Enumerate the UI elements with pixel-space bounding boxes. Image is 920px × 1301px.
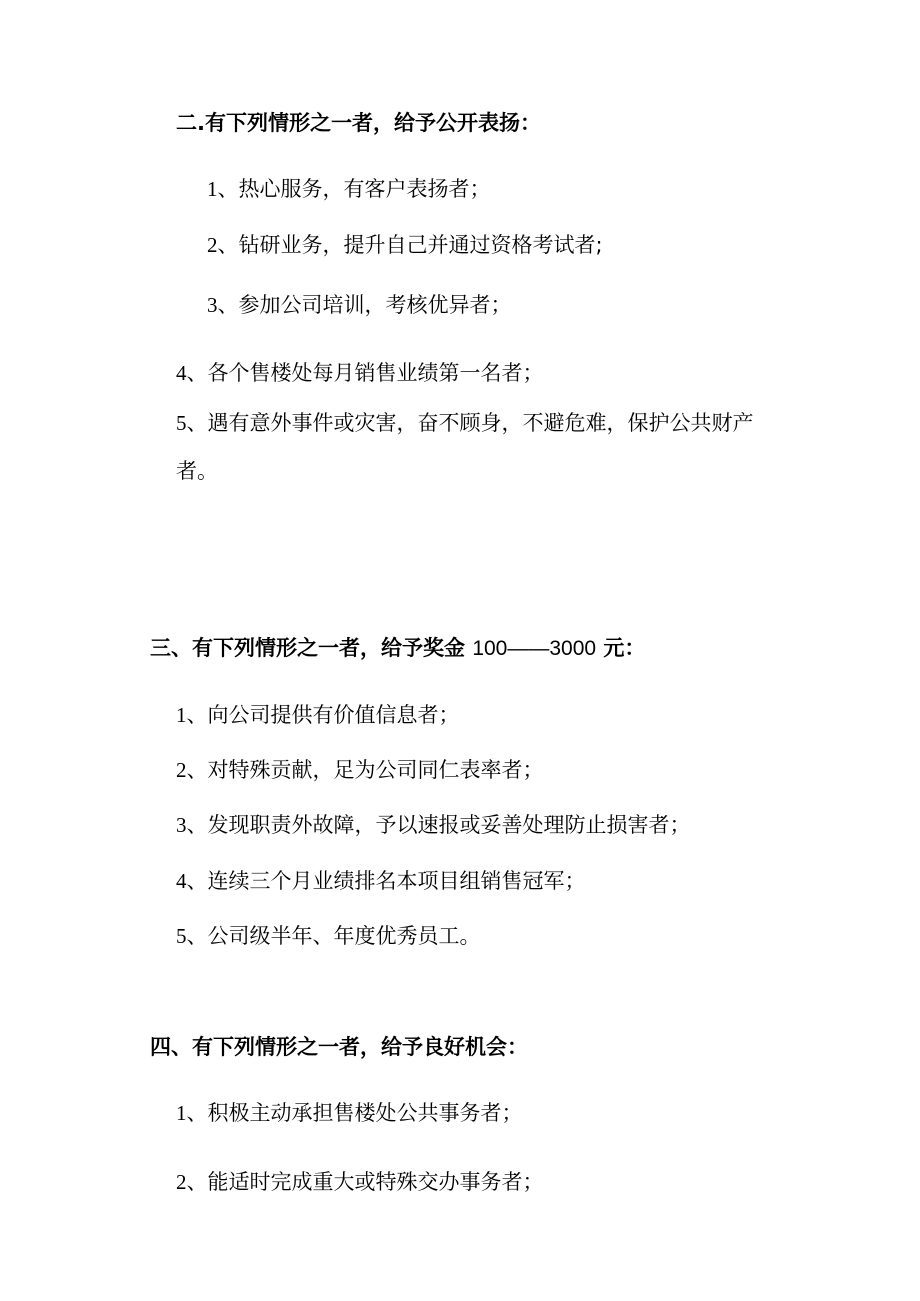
list-item <box>176 755 544 785</box>
item-text: 参加公司培训，考核优异者； <box>238 293 512 317</box>
item-number: 3、 <box>176 813 208 837</box>
item-number: 1、 <box>176 1101 208 1125</box>
item-number: 1、 <box>176 703 208 727</box>
item-number: 4、 <box>176 869 208 893</box>
list-item <box>176 1167 544 1197</box>
item-text: 向公司提供有价值信息者； <box>207 703 460 727</box>
item-text: 发现职责外故障，予以速报或妥善处理防止损害者； <box>207 813 691 837</box>
item-number: 2、 <box>176 758 208 782</box>
item-text: 遇有意外事件或灾害，奋不顾身，不避危难，保护公共财产 <box>207 411 754 435</box>
list-item <box>176 700 460 730</box>
section3-heading-amount: 100——3000 <box>472 637 597 660</box>
item-number: 5、 <box>176 411 208 435</box>
section3-heading-suffix: 元： <box>603 636 646 660</box>
list-item <box>176 921 481 951</box>
list-item <box>176 810 691 840</box>
item-text: 能适时完成重大或特殊交办事务者； <box>207 1170 544 1194</box>
item-text: 各个售楼处每月销售业绩第一名者； <box>207 361 544 385</box>
item-text: 积极主动承担售楼处公共事务者； <box>207 1101 523 1125</box>
item-text: 对特殊贡献，足为公司同仁表率者； <box>207 758 544 782</box>
list-item <box>176 1098 523 1128</box>
section3-heading-prefix: 三、有下列情形之一者，给予奖金 <box>150 636 465 660</box>
item-number: 1、 <box>207 177 239 201</box>
list-item <box>207 174 491 204</box>
section3-heading <box>150 633 645 664</box>
list-item <box>176 866 586 896</box>
section4-heading: 四、有下列情形之一者，给予良好机会： <box>150 1035 528 1059</box>
item-text: 连续三个月业绩排名本项目组销售冠军； <box>207 869 586 893</box>
item-number: 5、 <box>176 924 208 948</box>
item-text: 公司级半年、年度优秀员工。 <box>207 924 481 948</box>
item-text: 钻研业务，提升自己并通过资格考试者; <box>238 233 603 257</box>
list-item-continuation: 者。 <box>176 459 218 483</box>
item-number: 4、 <box>176 361 208 385</box>
list-item <box>207 230 603 260</box>
list-item <box>176 358 544 388</box>
list-item <box>207 290 512 320</box>
item-number: 3、 <box>207 293 239 317</box>
section2-heading: 二.有下列情形之一者，给予公开表扬： <box>176 111 541 135</box>
list-item <box>176 408 754 438</box>
item-number: 2、 <box>176 1170 208 1194</box>
item-number: 2、 <box>207 233 239 257</box>
item-text: 热心服务，有客户表扬者； <box>238 177 491 201</box>
